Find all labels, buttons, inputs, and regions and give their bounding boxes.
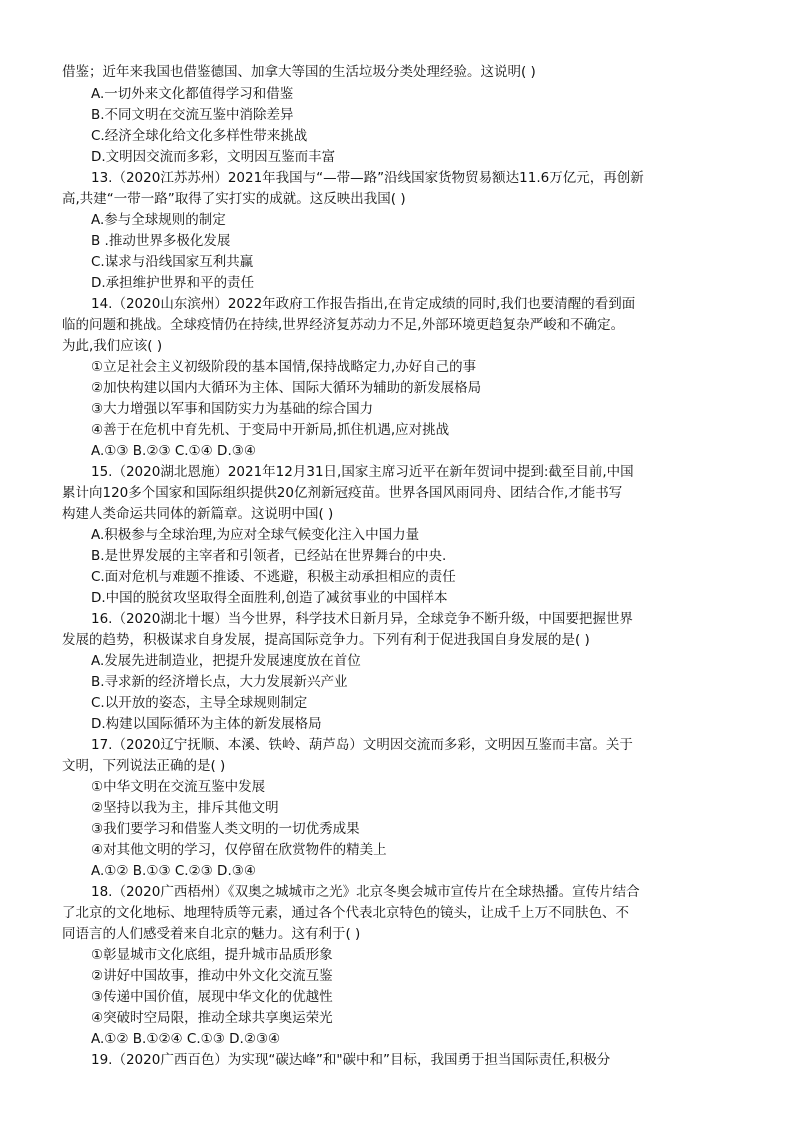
option-line: C.面对危机与难题不推诿、不逃避，积极主动承担相应的责任 <box>91 569 456 585</box>
question-17: 17.（2020辽宁抚顺、本溪、铁岭、葫芦岛）文明因交流而多彩，文明因互鉴而丰富。关于 <box>91 737 633 753</box>
option-line: ④对其他文明的学习，仅停留在欣赏物件的精美上 <box>91 842 387 858</box>
text-line: 了北京的文化地标、地理特质等元素，通过各个代表北京特色的镜头，让成千上万不同肤色、不 <box>62 905 629 921</box>
option-line: B.寻求新的经济增长点，大力发展新兴产业 <box>91 674 348 690</box>
text-line: 临的问题和挑战。全球疫情仍在持续,世界经济复苏动力不足,外部环境更趋复杂严峻和不确定。 <box>62 317 625 333</box>
text-line: 借鉴；近年来我国也借鉴德国、加拿大等国的生活垃圾分类处理经验。这说明( ) <box>62 64 536 80</box>
option-line: ①中华文明在交流互鉴中发展 <box>91 779 266 795</box>
option-line: A.参与全球规则的制定 <box>91 212 226 228</box>
option-line: ②讲好中国故事，推动中外文化交流互鉴 <box>91 968 333 984</box>
answer-choices: A.①② B.①②④ C.①③ D.②③④ <box>91 1031 281 1047</box>
option-line: D.承担维护世界和平的责任 <box>91 275 255 291</box>
option-line: ③大力增强以军事和国防实力为基础的综合国力 <box>91 401 374 417</box>
text-line: 累计向120多个国家和国际组织提供20亿剂新冠疫苗。世界各国风雨同舟、团结合作,才能书写 <box>62 485 623 501</box>
question-15: 15.（2020湖北恩施）2021年12月31日,国家主席习近平在新年贺词中提到:截至目前,中国 <box>91 464 634 480</box>
option-line: ③传递中国价值，展现中华文化的优越性 <box>91 989 333 1005</box>
option-line: C.以开放的姿态，主导全球规则制定 <box>91 695 308 711</box>
answer-choices: A.①③ B.②③ C.①④ D.③④ <box>91 443 256 459</box>
text-line: 构建人类命运共同体的新篇章。这说明中国( ) <box>62 506 334 522</box>
option-line: C.谋求与沿线国家互利共赢 <box>91 254 254 270</box>
option-line: ③我们要学习和借鉴人类文明的一切优秀成果 <box>91 821 360 837</box>
option-line: ②加快构建以国内大循环为主体、国际大循环为辅助的新发展格局 <box>91 380 482 396</box>
option-line: ①立足社会主义初级阶段的基本国情,保持战略定力,办好自己的事 <box>91 359 477 375</box>
text-line: 高,共建“一带一路”取得了实打实的成就。这反映出我国( ) <box>62 191 406 207</box>
option-line: B.不同文明在交流互鉴中消除差异 <box>91 107 294 123</box>
option-line: B .推动世界多极化发展 <box>91 233 231 249</box>
option-line: ①彰显城市文化底组，提升城市品质形象 <box>91 947 333 963</box>
question-18: 18.（2020广西梧州）《双奥之城城市之光》北京冬奥会城市宣传片在全球热播。宣传片结合 <box>91 884 640 900</box>
option-line: A.积极参与全球治理,为应对全球气候变化注入中国力量 <box>91 527 420 543</box>
option-line: C.经济全球化给文化多样性带来挑战 <box>91 128 308 144</box>
question-19: 19.（2020广西百色）为实现“碳达峰”和"碳中和”目标，我国勇于担当国际责任,积极分 <box>91 1052 611 1068</box>
text-line: 发展的趋势，积极谋求自身发展，提高国际竞争力。下列有利于促进我国自身发展的是( ) <box>62 632 590 648</box>
option-line: D.文明因交流而多彩，文明因互鉴而丰富 <box>91 149 336 165</box>
option-line: ②坚持以我为主，排斥其他文明 <box>91 800 279 816</box>
option-line: B.是世界发展的主宰者和引领者，已经站在世界舞台的中央. <box>91 548 447 564</box>
text-line: 文明，下列说法正确的是( ) <box>62 758 226 774</box>
option-line: D.构建以国际循环为主体的新发展格局 <box>91 716 322 732</box>
option-line: A.发展先进制造业，把提升发展速度放在首位 <box>91 653 361 669</box>
question-13: 13.（2020江苏苏州）2021年我国与“—带—路”沿线国家货物贸易额达11.6万亿元，再创新 <box>91 170 644 186</box>
option-line: A.一切外来文化都值得学习和借鉴 <box>91 86 294 102</box>
question-14: 14.（2020山东滨州）2022年政府工作报告指出,在肯定成绩的同时,我们也要清醒的看到面 <box>91 296 636 312</box>
option-line: ④突破时空局限，推动全球共享奥运荣光 <box>91 1010 333 1026</box>
question-16: 16.（2020湖北十堰）当今世界，科学技术日新月异，全球竞争不断升级，中国要把握世界 <box>91 611 633 627</box>
text-line: 为此,我们应该( ) <box>62 338 163 354</box>
option-line: ④善于在危机中育先机、于变局中开新局,抓住机遇,应对挑战 <box>91 422 450 438</box>
option-line: D.中国的脱贫攻坚取得全面胜利,创造了减贫事业的中国样本 <box>91 590 448 606</box>
text-line: 同语言的人们感受着来自北京的魅力。这有利于( ) <box>62 926 361 942</box>
answer-choices: A.①② B.①③ C.②③ D.③④ <box>91 863 256 879</box>
